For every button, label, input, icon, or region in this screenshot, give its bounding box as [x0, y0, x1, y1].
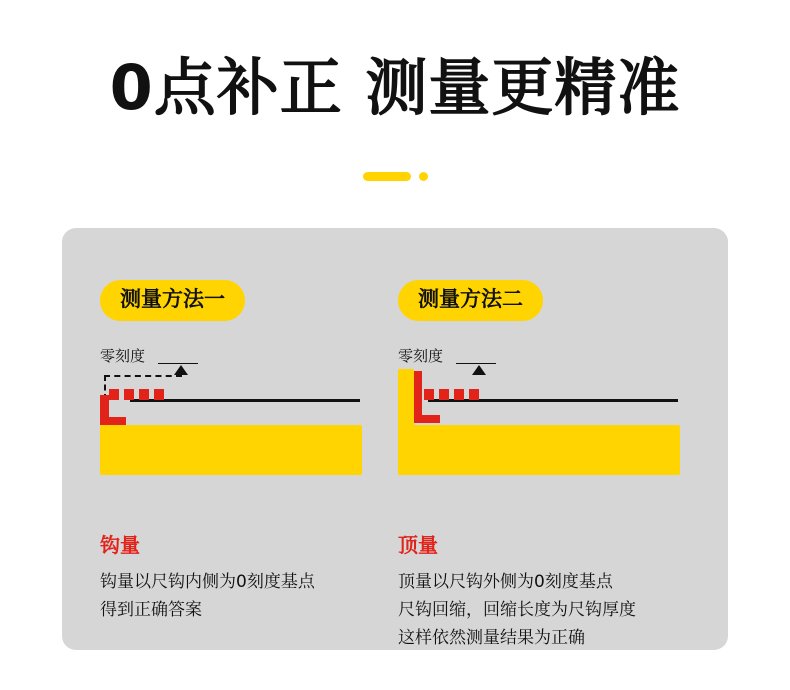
method-one-caption-title: 钩量	[100, 533, 140, 557]
method-one-dash-horizontal	[104, 375, 182, 377]
method-two-caption-title: 顶量	[398, 533, 438, 557]
method-two-leader-line	[456, 363, 496, 364]
method-one-tick-2	[124, 389, 134, 400]
divider-dot	[419, 172, 428, 181]
method-one-tick-1	[109, 389, 119, 400]
method-one-caption-line-2: 得到正确答案	[100, 600, 202, 620]
method-two-hook-horizontal	[414, 415, 440, 423]
method-two-tick-3	[454, 389, 464, 400]
method-one-column	[100, 280, 400, 624]
method-two-caption-line-2: 尺钩回缩，回缩长度为尺钩厚度	[398, 600, 636, 620]
method-two-tick-1	[424, 389, 434, 400]
method-one-tick-3	[139, 389, 149, 400]
method-two-caption-line-1: 顶量以尺钩外侧为0刻度基点	[398, 572, 613, 592]
method-two-pill: 测量方法二	[398, 280, 543, 321]
method-one-diagram	[100, 345, 400, 525]
method-two-object-bar	[398, 425, 680, 475]
method-one-arrow-icon	[174, 365, 188, 375]
method-one-object-bar	[100, 425, 362, 475]
method-two-column	[398, 280, 698, 652]
method-one-leader-line	[158, 363, 198, 364]
method-two-caption-line-3: 这样依然测量结果为正确	[398, 628, 585, 648]
page-title: 0点补正 测量更精准	[109, 51, 681, 124]
method-one-tick-4	[154, 389, 164, 400]
method-two-tape-blade	[428, 399, 678, 402]
method-one-zero-label: 零刻度	[100, 347, 146, 365]
method-two-diagram	[398, 345, 698, 525]
method-two-tick-4	[469, 389, 479, 400]
method-one-pill: 测量方法一	[100, 280, 245, 321]
content-panel	[62, 228, 728, 650]
method-one-caption-line-1: 钩量以尺钩内侧为0刻度基点	[100, 572, 315, 592]
method-two-arrow-icon	[472, 365, 486, 375]
method-one-caption-lines	[100, 568, 400, 624]
divider	[0, 168, 790, 184]
method-two-tick-2	[439, 389, 449, 400]
method-two-caption-lines	[398, 568, 698, 652]
method-two-zero-label: 零刻度	[398, 347, 444, 365]
divider-bar	[363, 172, 411, 181]
method-one-hook-horizontal	[100, 417, 126, 425]
method-one-tape-blade	[130, 399, 360, 402]
